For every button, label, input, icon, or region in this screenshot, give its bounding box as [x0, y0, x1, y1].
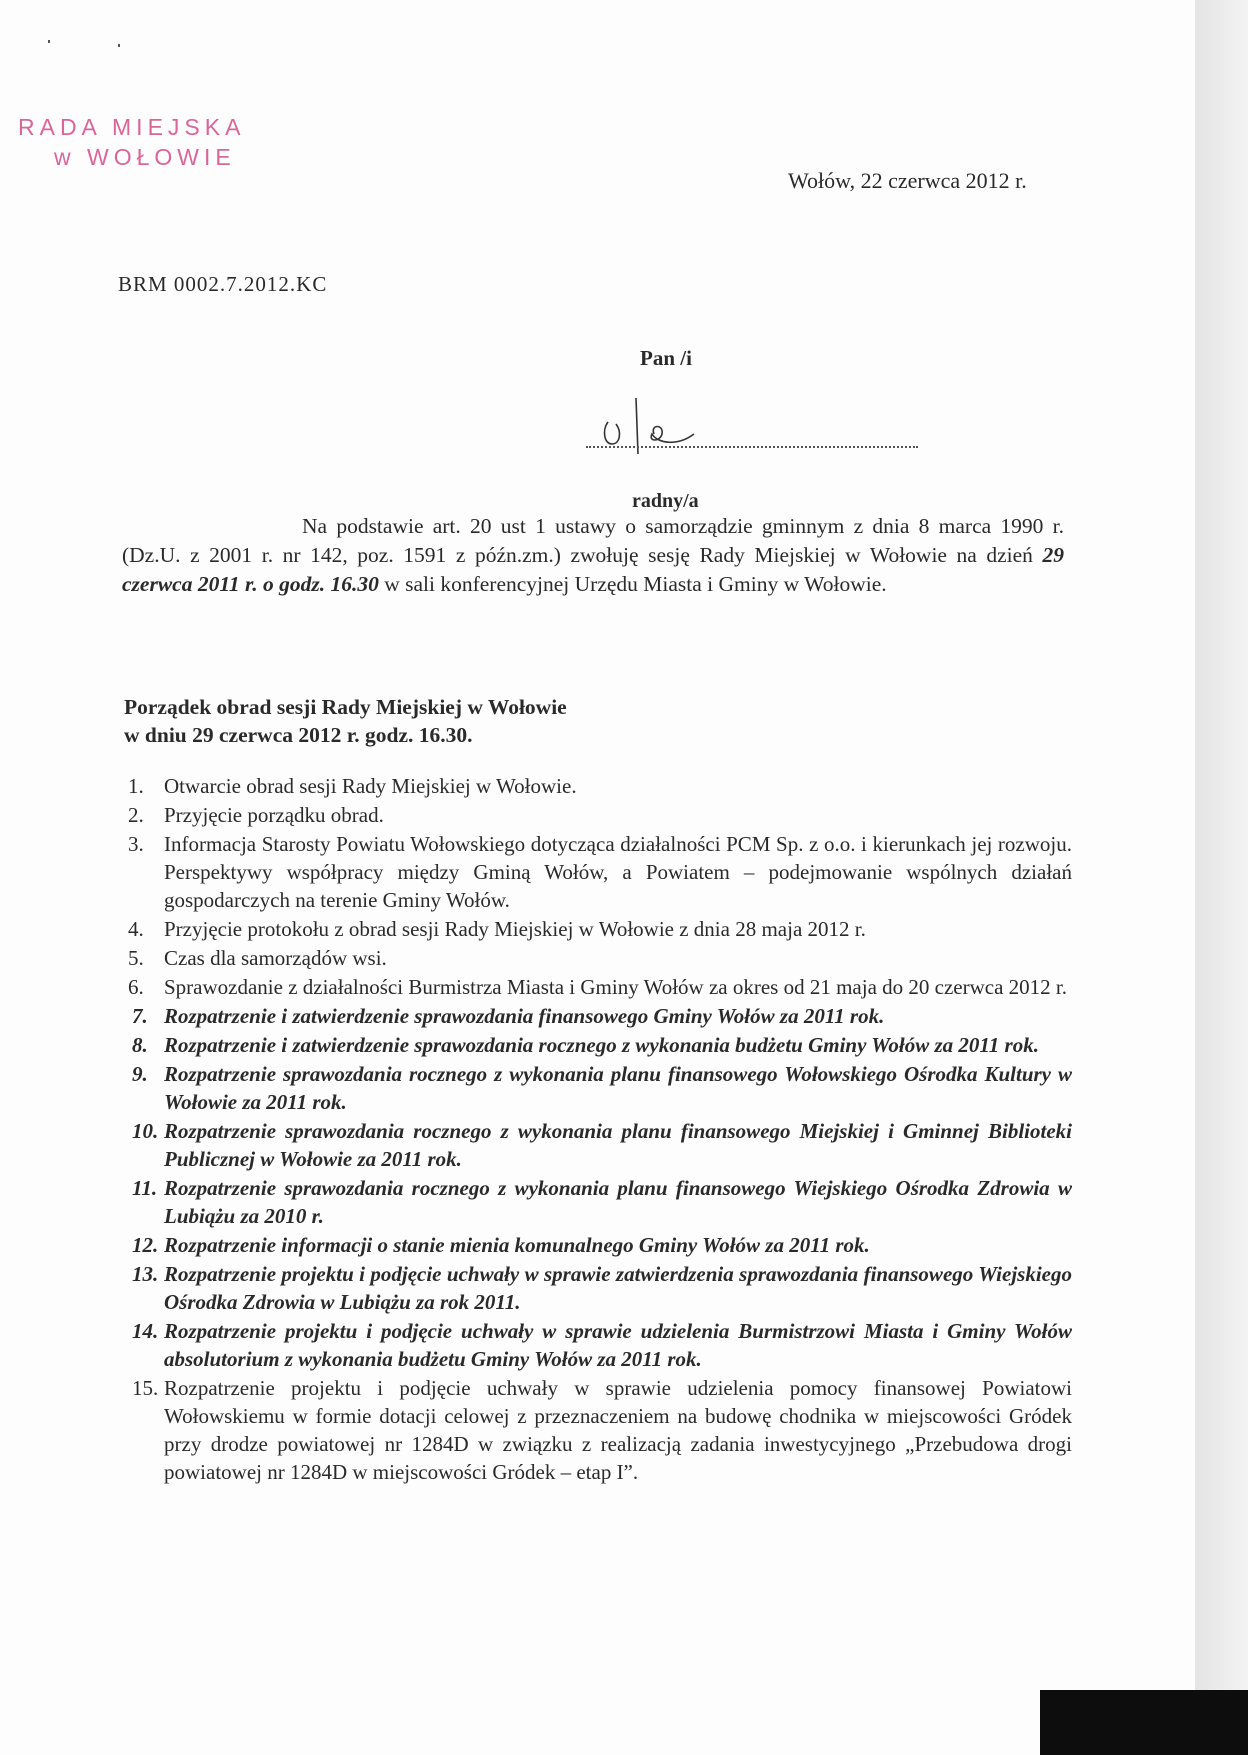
agenda-item-number: 8.: [132, 1033, 148, 1057]
agenda-item-number: 9.: [132, 1062, 148, 1086]
agenda-item: [122, 915, 1072, 943]
agenda-item-number: 1.: [128, 774, 144, 798]
scan-speck: [118, 44, 120, 47]
session-time: o godz. 16.30: [262, 572, 379, 596]
agenda-item-number: 14.: [132, 1319, 159, 1343]
agenda-item-text: Rozpatrzenie i zatwierdzenie sprawozdania rocznego z wykonania budżetu Gminy Wołów za 2011 rok.: [164, 1033, 1039, 1057]
stamp-line-1: RADA MIEJSKA: [18, 114, 246, 140]
agenda-item-number: 2.: [128, 803, 144, 827]
agenda-item-number: 5.: [128, 946, 144, 970]
agenda-item-text: Informacja Starosty Powiatu Wołowskiego dotycząca działalności PCM Sp. z o.o. i kierunkach jej rozwoju. Perspektywy współpracy między Gminą Wołów, a Powiatem – podejmowanie wspólnych działań gospodarczych na terenie Gminy Wołów.: [164, 832, 1072, 912]
scan-edge: [1195, 0, 1248, 1755]
agenda-item-number: 4.: [128, 917, 144, 941]
agenda-item-number: 7.: [132, 1004, 148, 1028]
agenda-item: [122, 830, 1072, 914]
agenda-item: [122, 772, 1072, 800]
agenda-item: [122, 1031, 1072, 1059]
scan-speck: [48, 40, 50, 43]
stamp-line-2: w WOŁOWIE: [54, 144, 236, 170]
agenda-item-number: 6.: [128, 975, 144, 999]
agenda-list: [122, 772, 1072, 1487]
addressee-name-line: [586, 446, 918, 448]
agenda-heading-line-1: Porządek obrad sesji Rady Miejskiej w Wołowie: [124, 695, 567, 719]
agenda-item-text: Otwarcie obrad sesji Rady Miejskiej w Wołowie.: [164, 774, 577, 798]
agenda-heading-line-2: w dniu 29 czerwca 2012 r. godz. 16.30.: [124, 723, 473, 747]
agenda-item: [122, 944, 1072, 972]
agenda-item: [122, 1117, 1072, 1173]
place-date: Wołów, 22 czerwca 2012 r.: [788, 168, 1027, 193]
agenda-item-number: 10.: [132, 1119, 159, 1143]
intro-text-2: w sali konferencyjnej Urzędu Miasta i Gminy w Wołowie.: [378, 572, 887, 596]
agenda-item-text: Przyjęcie protokołu z obrad sesji Rady Miejskiej w Wołowie z dnia 28 maja 2012 r.: [164, 917, 866, 941]
agenda-item-text: Rozpatrzenie projektu i podjęcie uchwały w sprawie udzielenia pomocy finansowej Powiatowi Wołowskiemu w formie dotacji celowej z przeznaczeniem na budowę chodnika w miejscowości Gródek przy drodze powiatowej nr 1284D w związku z realizacją zadania inwestycyjnego „Przebudowa drogi powiatowej nr 1284D w miejscowości Gródek – etap I”.: [164, 1376, 1072, 1484]
agenda-item-text: Rozpatrzenie sprawozdania rocznego z wykonania planu finansowego Wiejskiego Ośrodka Zdrowia w Lubiążu za 2010 r.: [164, 1176, 1072, 1228]
agenda-item: [122, 1260, 1072, 1316]
agenda-item-text: Rozpatrzenie projektu i podjęcie uchwały w sprawie udzielenia Burmistrzowi Miasta i Gminy Wołów absolutorium z wykonania budżetu Gminy Wołów za 2011 rok.: [164, 1319, 1072, 1371]
scan-corner-shadow: [1040, 1690, 1248, 1755]
council-stamp: [18, 112, 245, 172]
session-date: 29 czerwca 2011 r.: [122, 543, 1064, 596]
agenda-item: [122, 1002, 1072, 1030]
agenda-item: [122, 1174, 1072, 1230]
agenda-item-number: 15.: [132, 1376, 159, 1400]
intro-text-1: Na podstawie art. 20 ust 1 ustawy o samorządzie gminnym z dnia 8 marca 1990 r. (Dz.U. z 2001 r. nr 142, poz. 1591 z późn.zm.) zwołuję sesję Rady Miejskiej w Wołowie na dzień: [122, 514, 1064, 567]
reference-number: BRM 0002.7.2012.KC: [118, 272, 328, 296]
agenda-item-text: Rozpatrzenie sprawozdania rocznego z wykonania planu finansowego Miejskiej i Gminnej Biblioteki Publicznej w Wołowie za 2011 rok.: [164, 1119, 1072, 1171]
agenda-heading: [124, 693, 567, 749]
agenda-item-text: Przyjęcie porządku obrad.: [164, 803, 384, 827]
agenda-item-number: 13.: [132, 1262, 159, 1286]
agenda-item-number: 3.: [128, 832, 144, 856]
agenda-item-number: 11.: [132, 1176, 158, 1200]
agenda-item: [122, 973, 1072, 1001]
agenda-item-text: Czas dla samorządów wsi.: [164, 946, 387, 970]
addressee-role: radny/a: [632, 490, 699, 512]
agenda-item-text: Rozpatrzenie sprawozdania rocznego z wykonania planu finansowego Wołowskiego Ośrodka Kultury w Wołowie za 2011 rok.: [164, 1062, 1072, 1114]
agenda-item-text: Rozpatrzenie i zatwierdzenie sprawozdania finansowego Gminy Wołów za 2011 rok.: [164, 1004, 885, 1028]
agenda-item-text: Rozpatrzenie projektu i podjęcie uchwały w sprawie zatwierdzenia sprawozdania finansowego Wiejskiego Ośrodka Zdrowia w Lubiążu za rok 2011.: [164, 1262, 1072, 1314]
convocation-paragraph: [122, 512, 1064, 599]
agenda-item: [122, 1231, 1072, 1259]
agenda-item-text: Rozpatrzenie informacji o stanie mienia komunalnego Gminy Wołów za 2011 rok.: [164, 1233, 870, 1257]
agenda-item: [122, 1060, 1072, 1116]
agenda-item-number: 12.: [132, 1233, 159, 1257]
agenda-item: [122, 801, 1072, 829]
agenda-item: [122, 1374, 1072, 1486]
handwritten-name: [598, 394, 708, 458]
agenda-item-text: Sprawozdanie z działalności Burmistrza Miasta i Gminy Wołów za okres od 21 maja do 20 czerwca 2012 r.: [164, 975, 1067, 999]
agenda-item: [122, 1317, 1072, 1373]
addressee-salutation: Pan /i: [640, 346, 692, 370]
